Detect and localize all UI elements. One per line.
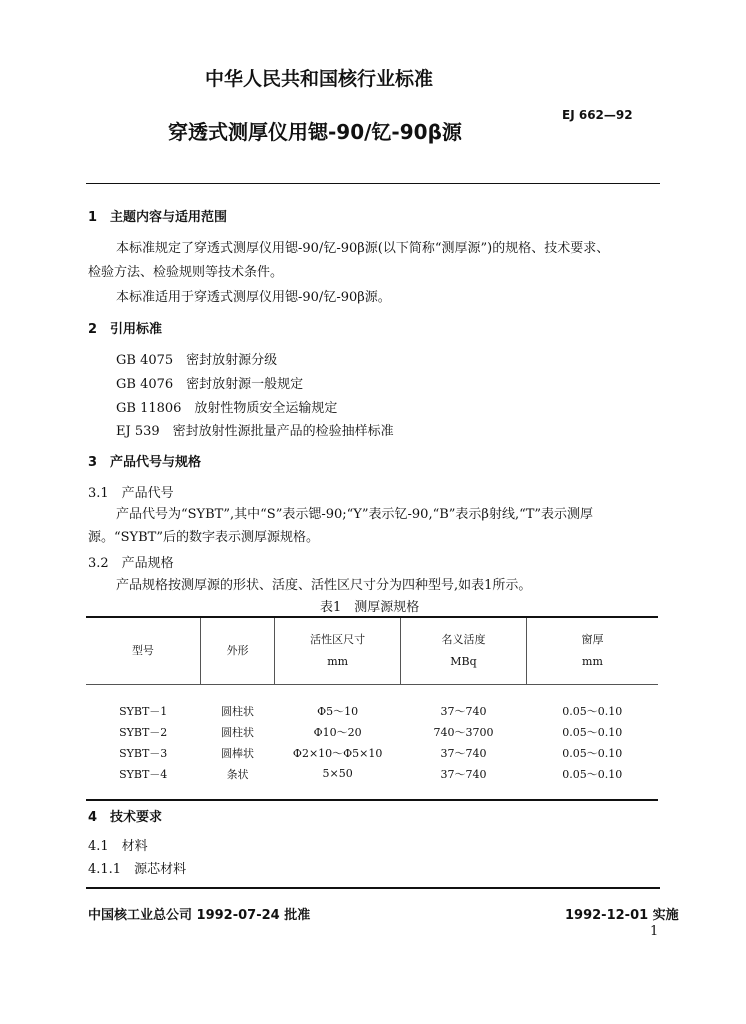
table-cell: 37～740 [440,746,487,760]
table-cell: 37～740 [440,767,487,781]
table-row [86,721,658,742]
reference-item: GB 4075 密封放射源分级 [116,353,278,368]
reference-item: GB 11806 放射性物质安全运输规定 [116,401,338,416]
table-cell: 圆棒状 [221,746,255,760]
table-row [86,763,658,800]
section-4-1-heading: 4.1 材料 [88,839,148,854]
table-row [86,685,658,722]
section-2-heading: 2 引用标准 [88,322,163,337]
col-header-window: 窗厚 mm [526,617,658,685]
footer-rule [86,887,660,889]
col-header-shape: 外形 [200,617,274,685]
section-1-para-2: 本标准适用于穿透式测厚仪用锶-90/钇-90β源。 [116,290,391,305]
doc-title: 穿透式测厚仪用锶-90/钇-90β源 [168,120,462,144]
table-cell: 0.05～0.10 [562,767,623,781]
section-1-para-1b: 检验方法、检验规则等技术条件。 [88,265,284,280]
table-header-row [86,617,658,685]
table-cell: SYBT－2 [119,725,168,739]
table-cell: 740～3700 [433,725,494,739]
table-cell: 5×50 [322,767,353,780]
reference-item: EJ 539 密封放射性源批量产品的检验抽样标准 [116,424,394,439]
table-row [86,742,658,763]
table-cell: 条状 [226,767,249,781]
section-1-para-1a: 本标准规定了穿透式测厚仪用锶-90/钇-90β源(以下简称“测厚源”)的规格、技术要求、 [116,241,610,256]
org-title: 中华人民共和国核行业标准 [205,68,434,90]
table-cell: Φ5～10 [317,704,359,718]
table-cell: 圆柱状 [221,725,255,739]
table-cell: 0.05～0.10 [562,746,623,760]
section-3-1-heading: 3.1 产品代号 [88,486,174,501]
spec-table [86,616,658,801]
section-1-heading: 1 主题内容与适用范围 [88,210,228,225]
section-4-1-1-heading: 4.1.1 源芯材料 [88,862,187,877]
table-cell: SYBT－1 [119,704,168,718]
table-cell: Φ10～20 [313,725,362,739]
table-cell: SYBT－3 [119,746,168,760]
section-3-1-para-b: 源。“SYBT”后的数字表示测厚源规格。 [88,530,320,545]
header-rule [86,183,660,184]
approval-note: 中国核工业总公司 1992-07-24 批准 [88,908,311,923]
effective-date: 1992-12-01 实施 [565,908,679,923]
section-3-2-para: 产品规格按测厚源的形状、活度、活性区尺寸分为四种型号,如表1所示。 [116,578,532,593]
section-4-heading: 4 技术要求 [88,810,163,825]
table-cell: 0.05～0.10 [562,725,623,739]
section-3-heading: 3 产品代号与规格 [88,455,202,470]
col-header-model: 型号 [131,644,154,657]
standard-code: EJ 662—92 [562,108,633,122]
table-cell: 0.05～0.10 [562,704,623,718]
section-3-1-para-a: 产品代号为“SYBT”,其中“S”表示锶-90;“Y”表示钇-90,“B”表示β射线,“T”表示测厚 [116,507,594,522]
table-cell: SYBT－4 [119,767,168,781]
col-header-active-size: 活性区尺寸 mm [275,617,401,685]
table-cell: 圆柱状 [221,704,255,718]
page-number: 1 [650,924,659,939]
table-caption: 表1 测厚源规格 [320,600,420,615]
col-header-activity: 名义活度 MBq [401,617,527,685]
section-3-2-heading: 3.2 产品规格 [88,556,174,571]
table-cell: Φ2×10～Φ5×10 [292,746,383,760]
reference-item: GB 4076 密封放射源一般规定 [116,377,304,392]
table-cell: 37～740 [440,704,487,718]
